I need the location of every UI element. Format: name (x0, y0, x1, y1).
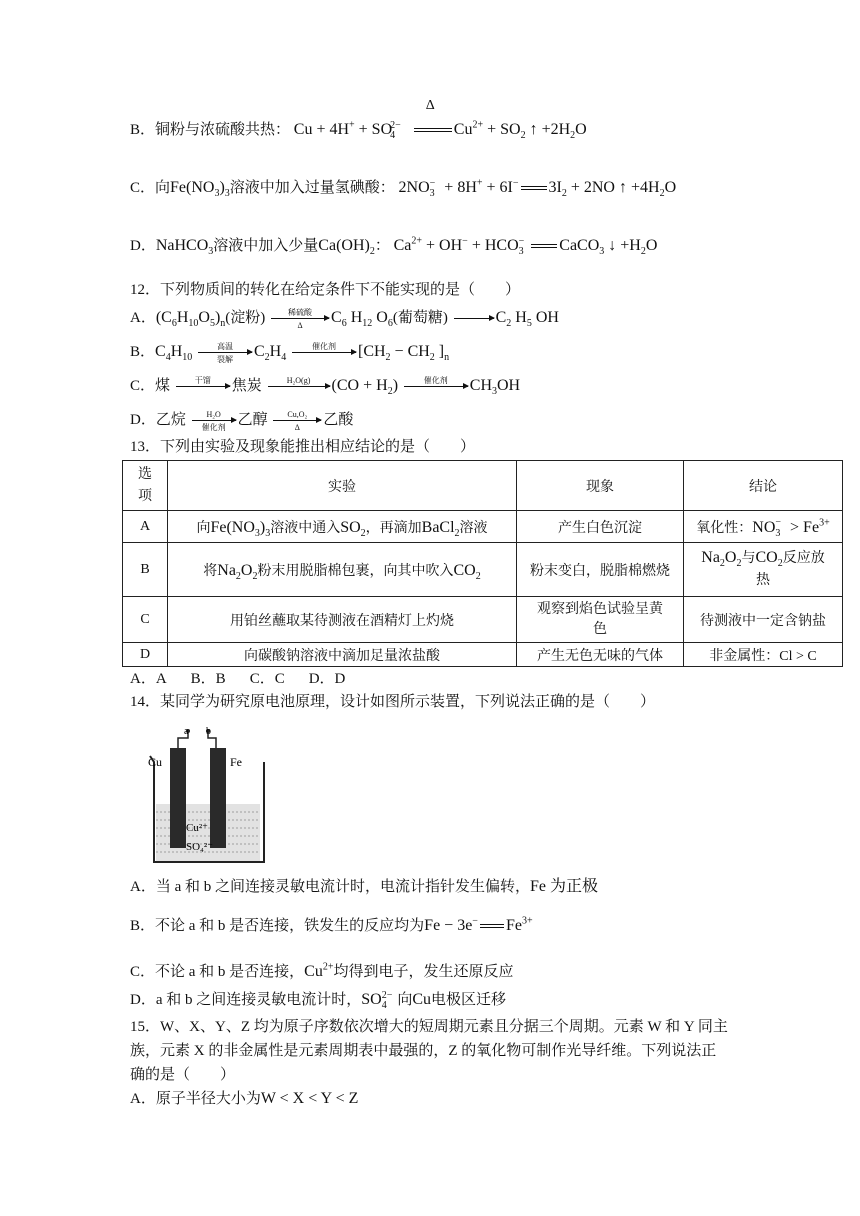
terminal-b-label: b (206, 726, 211, 737)
experiment-table (122, 460, 843, 667)
q14-option-a: A．当 a 和 b 之间连接灵敏电流计时，电流计指针发生偏转，Fe 为正极 (130, 878, 599, 895)
q11-option-b: B．铜粉与浓硫酸共热： $Cu + 4H^+ + SO_4^{2-}$ Δ $Cu^{2+} + SO_2$ ↑ $+2H_2O$ (130, 98, 587, 142)
header-conclusion: 结论 (684, 461, 843, 511)
q11-option-c: C．向$Fe(NO_3)_3$溶液中加入过量氢碘酸： $2NO_3^- + 8H^+ + 6I^-$ $3I_2 + 2NO$ ↑ $+4H_2O$ (130, 177, 677, 200)
sulfate-ion-label: SO₄²⁻ (186, 841, 214, 853)
equation: $Cu + 4H^+ + SO_4^{2-}$ Δ $Cu^{2+} + SO_2$ ↑ $+2H_2O$ (293, 98, 587, 142)
q11-option-d: D．NaHCO$_3$溶液中加入少量$Ca(OH)_2$： $Ca^{2+} + OH^- + HCO_3^-$ CaCO$_3$ ↓ $+H_2O$ (130, 235, 658, 258)
table-row: C 用铂丝蘸取某待测液在酒精灯上灼烧 观察到焰色试验呈黄 色 待测液中一定含钠盐 (123, 597, 843, 643)
header-option: 选 项 (123, 461, 168, 511)
table-row: A 向$Fe(NO_3)_3$溶液中通入$SO_2$，再滴加BaCl$_2$溶液 产生白色沉淀 氧化性：$NO_3^- > Fe^{3+}$ (123, 511, 843, 543)
q12-option-d: D．乙烷 H₂O 催化剂 乙醇 $\frac{\text{Cu,O₂}}{\Delta}$ 乙酸 (130, 410, 354, 433)
galvanic-cell-diagram (148, 726, 278, 866)
header-experiment: 实验 (168, 461, 517, 511)
q12-stem: 12．下列物质间的转化在给定条件下不能实现的是（ ） (130, 282, 521, 298)
q14-stem: 14．某同学为研究原电池原理，设计如图所示装置，下列说法正确的是（ ） (130, 694, 656, 710)
q14-option-d: D．a 和 b 之间连接灵敏电流计时，$SO_4^{2-}$ 向Cu电极区迁移 (130, 989, 507, 1012)
q15-stem-line3: 确的是（ ） (130, 1067, 236, 1083)
q15-stem-line2: 族，元素 X 的非金属性是元素周期表中最强的，Z 的氧化物可制作光导纤维。下列说法正 (130, 1043, 717, 1059)
q12-option-c: C．煤 干馏 焦炭 H₂O(g) $(CO + H_2)$ 催化剂 $CH_3OH$ (130, 376, 521, 398)
fe-electrode-label: Fe (230, 755, 242, 769)
q13-options: A．A B．B C．C D．D (130, 671, 346, 687)
table-row: B 将$Na_2O_2$粉末用脱脂棉包裹，向其中吹入$CO_2$ 粉末变白，脱脂棉燃烧 $Na_2O_2$与$CO_2$反应放 热 (123, 543, 843, 597)
cu-ion-label: Cu²⁺ (186, 822, 208, 834)
table-row: D 向碳酸钠溶液中滴加足量浓盐酸 产生无色无味的气体 非金属性：Cl > C (123, 643, 843, 667)
q14-option-c: C．不论 a 和 b 是否连接，$Cu^{2+}$均得到电子，发生还原反应 (130, 961, 514, 980)
cu-electrode-label: Cu (148, 755, 163, 769)
q13-stem: 13．下列由实验及现象能推出相应结论的是（ ） (130, 439, 476, 455)
q15-stem-line1: 15．W、X、Y、Z 均为原子序数依次增大的短周期元素且分据三个周期。元素 W 和 Y 同主 (130, 1019, 728, 1035)
q15-option-a: A．原子半径大小为W < X < Y < Z (130, 1090, 359, 1107)
q12-option-a: A．$(C_6H_{10}O_5)_n$(淀粉) 稀硫酸 Δ $C_6$ $H_{12}$ $O_6$(葡萄糖) $C_2$ $H_5$ OH (130, 308, 559, 331)
header-phenomenon: 现象 (517, 461, 684, 511)
q12-option-b: B．$C_4H_{10}$ 高温 裂解 $C_2H_4$ 催化剂 [$CH_2 - CH_2$ ]$_n$ (130, 342, 450, 365)
terminal-a-label: a (184, 726, 189, 737)
q14-option-b: B．不论 a 和 b 是否连接，铁发生的反应均为Fe − 3e− $Fe^{3+}$ (130, 915, 533, 934)
